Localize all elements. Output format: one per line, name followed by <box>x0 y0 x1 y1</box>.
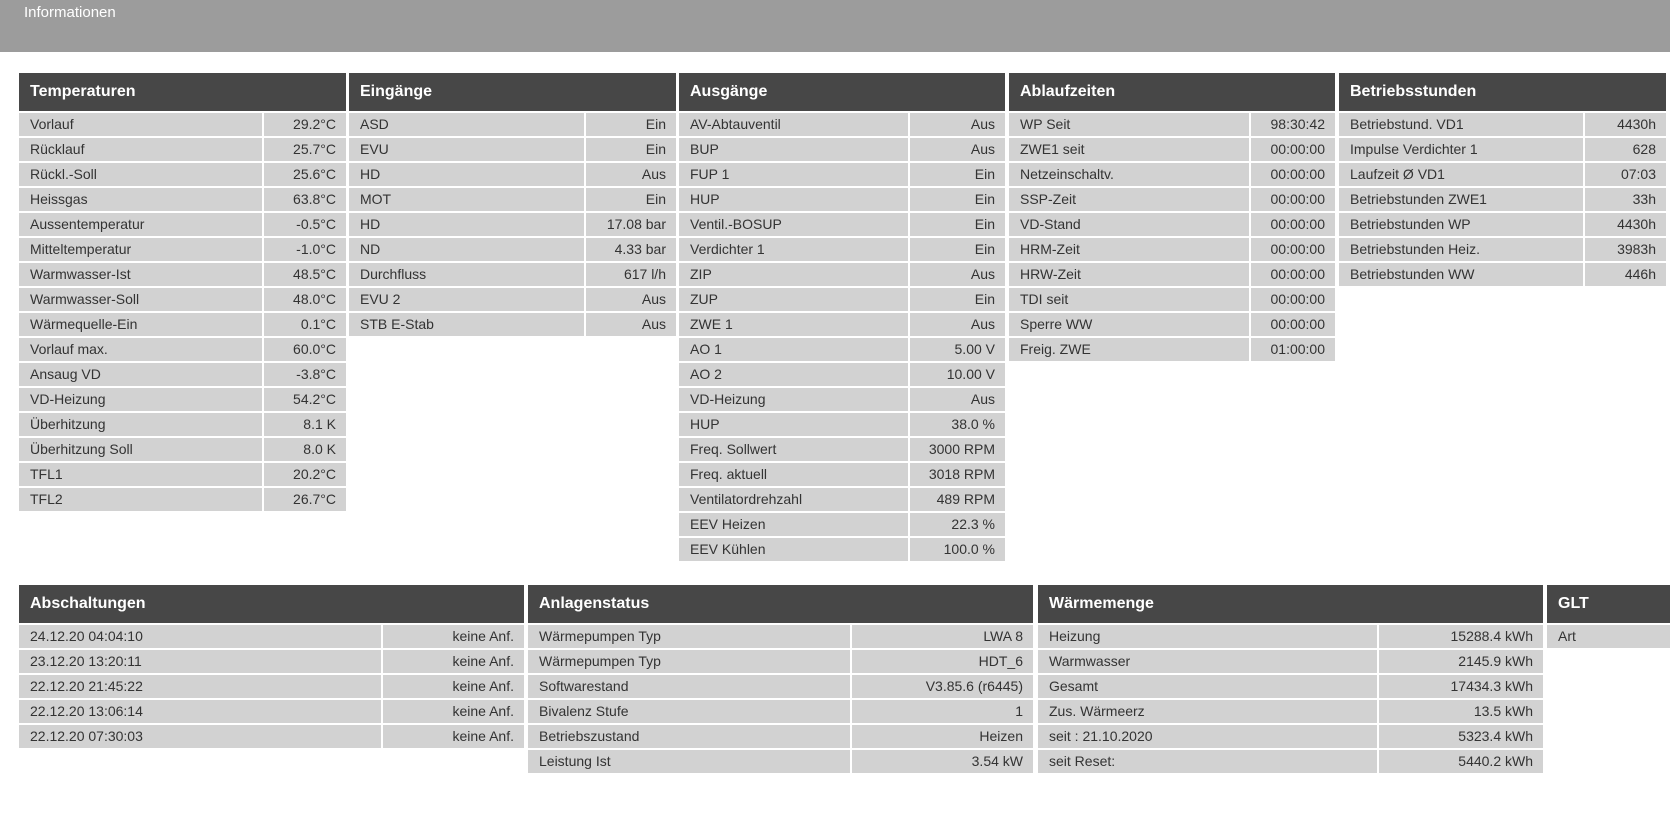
row-label: Ventilatordrehzahl <box>679 488 908 511</box>
row-value: -0.5°C <box>264 213 346 236</box>
row-label: BUP <box>679 138 908 161</box>
panel-anlagenstatus <box>528 585 1033 773</box>
page-title: Informationen <box>24 4 116 21</box>
row-label: Zus. Wärmeerz <box>1038 700 1377 723</box>
table-row <box>19 675 524 698</box>
row-label: Bivalenz Stufe <box>528 700 850 723</box>
row-value: Ein <box>586 188 676 211</box>
row-label: Rückl.-Soll <box>19 163 262 186</box>
table-row <box>1038 700 1543 723</box>
row-value: 00:00:00 <box>1251 213 1335 236</box>
table-row <box>679 213 1005 236</box>
row-label: Heissgas <box>19 188 262 211</box>
row-label: Betriebstunden Heiz. <box>1339 238 1583 261</box>
row-label: HRM-Zeit <box>1009 238 1249 261</box>
table-row <box>349 313 676 336</box>
table-row <box>1339 213 1666 236</box>
table-row <box>19 488 346 511</box>
panel-waermemenge <box>1038 585 1543 773</box>
row-value: 446h <box>1585 263 1666 286</box>
row-value: 100.0 % <box>910 538 1005 561</box>
row-value: 00:00:00 <box>1251 238 1335 261</box>
table-row <box>19 313 346 336</box>
row-label: Betriebstund. VD1 <box>1339 113 1583 136</box>
table-row <box>19 463 346 486</box>
row-label: FUP 1 <box>679 163 908 186</box>
row-label: 22.12.20 13:06:14 <box>19 700 381 723</box>
row-value: Aus <box>586 288 676 311</box>
row-value: Aus <box>910 263 1005 286</box>
panel-eingaenge <box>349 73 676 336</box>
row-value: Ein <box>910 163 1005 186</box>
table-row <box>19 388 346 411</box>
panel-abschaltungen <box>19 585 524 748</box>
row-label: 22.12.20 21:45:22 <box>19 675 381 698</box>
table-row <box>679 313 1005 336</box>
row-value: 4.33 bar <box>586 238 676 261</box>
row-label: Freq. Sollwert <box>679 438 908 461</box>
row-label: Ventil.-BOSUP <box>679 213 908 236</box>
table-row <box>19 163 346 186</box>
row-value: 48.5°C <box>264 263 346 286</box>
row-value: 3018 RPM <box>910 463 1005 486</box>
row-label: EVU <box>349 138 584 161</box>
row-value: 0.1°C <box>264 313 346 336</box>
table-row <box>1038 650 1543 673</box>
row-label: VD-Heizung <box>19 388 262 411</box>
row-label: TFL2 <box>19 488 262 511</box>
table-row <box>528 725 1033 748</box>
row-value: 07:03 <box>1585 163 1666 186</box>
panel-ablaufzeiten <box>1009 73 1335 361</box>
table-row <box>19 725 524 748</box>
row-label: Vorlauf <box>19 113 262 136</box>
row-label: seit : 21.10.2020 <box>1038 725 1377 748</box>
row-value: 5323.4 kWh <box>1379 725 1543 748</box>
table-row <box>679 388 1005 411</box>
row-label: Netzeinschaltv. <box>1009 163 1249 186</box>
row-label: seit Reset: <box>1038 750 1377 773</box>
row-label: Rücklauf <box>19 138 262 161</box>
table-row <box>679 338 1005 361</box>
table-row <box>679 488 1005 511</box>
row-label: HD <box>349 163 584 186</box>
row-label: Freq. aktuell <box>679 463 908 486</box>
row-value: 48.0°C <box>264 288 346 311</box>
row-value: 8.0 K <box>264 438 346 461</box>
row-label: Art <box>1547 625 1670 648</box>
table-row <box>679 163 1005 186</box>
row-value: 00:00:00 <box>1251 263 1335 286</box>
table-row <box>679 238 1005 261</box>
row-label: VD-Heizung <box>679 388 908 411</box>
row-label: 24.12.20 04:04:10 <box>19 625 381 648</box>
row-value: 13.5 kWh <box>1379 700 1543 723</box>
row-value: keine Anf. <box>383 675 524 698</box>
row-label: Wärmepumpen Typ <box>528 650 850 673</box>
table-row <box>19 213 346 236</box>
row-value: keine Anf. <box>383 700 524 723</box>
table-row <box>679 188 1005 211</box>
row-label: VD-Stand <box>1009 213 1249 236</box>
row-value: keine Anf. <box>383 625 524 648</box>
panel-betriebsstunden <box>1339 73 1666 286</box>
anlagenstatus-title: Anlagenstatus <box>528 585 1033 623</box>
row-label: Gesamt <box>1038 675 1377 698</box>
row-label: ASD <box>349 113 584 136</box>
row-label: AV-Abtauventil <box>679 113 908 136</box>
table-row <box>679 263 1005 286</box>
table-row <box>19 138 346 161</box>
table-row <box>1009 263 1335 286</box>
table-row <box>1339 188 1666 211</box>
row-value: Aus <box>910 388 1005 411</box>
row-value: 489 RPM <box>910 488 1005 511</box>
table-row <box>349 263 676 286</box>
row-value: 63.8°C <box>264 188 346 211</box>
table-row <box>679 463 1005 486</box>
table-row <box>679 363 1005 386</box>
row-value: 17.08 bar <box>586 213 676 236</box>
row-value: 617 l/h <box>586 263 676 286</box>
row-label: Leistung Ist <box>528 750 850 773</box>
row-value: LWA 8 <box>852 625 1033 648</box>
ablaufzeiten-title: Ablaufzeiten <box>1009 73 1335 111</box>
table-row <box>19 650 524 673</box>
table-row <box>1547 625 1670 648</box>
row-value: 29.2°C <box>264 113 346 136</box>
table-row <box>679 413 1005 436</box>
panel-temperaturen <box>19 73 346 511</box>
table-row <box>1009 238 1335 261</box>
table-row <box>679 438 1005 461</box>
row-value: 00:00:00 <box>1251 138 1335 161</box>
row-label: Aussentemperatur <box>19 213 262 236</box>
row-label: ZIP <box>679 263 908 286</box>
table-row <box>1038 725 1543 748</box>
row-label: Impulse Verdichter 1 <box>1339 138 1583 161</box>
row-value: Ein <box>586 138 676 161</box>
row-value: 628 <box>1585 138 1666 161</box>
row-label: Ansaug VD <box>19 363 262 386</box>
table-row <box>19 338 346 361</box>
row-value: 26.7°C <box>264 488 346 511</box>
table-row <box>19 238 346 261</box>
table-row <box>19 288 346 311</box>
row-label: TDI seit <box>1009 288 1249 311</box>
table-row <box>1339 163 1666 186</box>
table-row <box>1038 750 1543 773</box>
row-label: Verdichter 1 <box>679 238 908 261</box>
row-value: 00:00:00 <box>1251 163 1335 186</box>
table-row <box>1009 338 1335 361</box>
table-row <box>19 438 346 461</box>
row-label: Warmwasser-Ist <box>19 263 262 286</box>
row-label: SSP-Zeit <box>1009 188 1249 211</box>
row-value: Aus <box>910 138 1005 161</box>
table-row <box>528 625 1033 648</box>
row-label: Warmwasser-Soll <box>19 288 262 311</box>
table-row <box>349 188 676 211</box>
table-row <box>19 263 346 286</box>
row-value: Aus <box>586 313 676 336</box>
table-row <box>349 238 676 261</box>
row-value: 10.00 V <box>910 363 1005 386</box>
row-label: Mitteltemperatur <box>19 238 262 261</box>
row-value: 00:00:00 <box>1251 288 1335 311</box>
row-value: 3.54 kW <box>852 750 1033 773</box>
table-row <box>1009 288 1335 311</box>
row-label: HRW-Zeit <box>1009 263 1249 286</box>
row-label: AO 1 <box>679 338 908 361</box>
row-value: 22.3 % <box>910 513 1005 536</box>
row-label: EVU 2 <box>349 288 584 311</box>
row-value: 60.0°C <box>264 338 346 361</box>
row-label: Betriebstunden WP <box>1339 213 1583 236</box>
row-value: 00:00:00 <box>1251 313 1335 336</box>
row-value: 2145.9 kWh <box>1379 650 1543 673</box>
table-row <box>679 513 1005 536</box>
table-row <box>19 188 346 211</box>
table-row <box>679 538 1005 561</box>
row-value: 20.2°C <box>264 463 346 486</box>
row-label: Wärmepumpen Typ <box>528 625 850 648</box>
row-value: V3.85.6 (r6445) <box>852 675 1033 698</box>
row-label: HUP <box>679 413 908 436</box>
row-label: STB E-Stab <box>349 313 584 336</box>
table-row <box>528 750 1033 773</box>
panel-glt <box>1547 585 1670 648</box>
table-row <box>1038 675 1543 698</box>
table-row <box>528 675 1033 698</box>
table-row <box>19 363 346 386</box>
table-row <box>1009 113 1335 136</box>
table-row <box>1009 188 1335 211</box>
table-row <box>1339 138 1666 161</box>
table-row <box>528 700 1033 723</box>
row-value: 25.6°C <box>264 163 346 186</box>
row-value: 98:30:42 <box>1251 113 1335 136</box>
row-label: Heizung <box>1038 625 1377 648</box>
table-row <box>1009 163 1335 186</box>
table-row <box>19 700 524 723</box>
glt-title: GLT <box>1547 585 1670 623</box>
row-label: EEV Heizen <box>679 513 908 536</box>
row-label: Vorlauf max. <box>19 338 262 361</box>
row-value: Heizen <box>852 725 1033 748</box>
row-label: 22.12.20 07:30:03 <box>19 725 381 748</box>
panel-ausgaenge <box>679 73 1005 561</box>
row-label: TFL1 <box>19 463 262 486</box>
row-value: 38.0 % <box>910 413 1005 436</box>
row-value: 3000 RPM <box>910 438 1005 461</box>
table-row <box>349 138 676 161</box>
row-value: 54.2°C <box>264 388 346 411</box>
row-value: 5440.2 kWh <box>1379 750 1543 773</box>
ausgaenge-title: Ausgänge <box>679 73 1005 111</box>
row-label: AO 2 <box>679 363 908 386</box>
table-row <box>1009 138 1335 161</box>
table-row <box>1009 213 1335 236</box>
row-value: 15288.4 kWh <box>1379 625 1543 648</box>
row-value: Aus <box>910 113 1005 136</box>
row-value: 8.1 K <box>264 413 346 436</box>
row-value: Ein <box>586 113 676 136</box>
table-row <box>19 413 346 436</box>
row-label: Durchfluss <box>349 263 584 286</box>
row-value: 4430h <box>1585 113 1666 136</box>
row-label: MOT <box>349 188 584 211</box>
waermemenge-title: Wärmemenge <box>1038 585 1543 623</box>
row-label: Überhitzung <box>19 413 262 436</box>
table-row <box>528 650 1033 673</box>
row-label: ZWE 1 <box>679 313 908 336</box>
row-label: Freig. ZWE <box>1009 338 1249 361</box>
table-row <box>1038 625 1543 648</box>
row-label: ND <box>349 238 584 261</box>
row-label: Betriebstunden ZWE1 <box>1339 188 1583 211</box>
row-value: keine Anf. <box>383 725 524 748</box>
table-row <box>19 625 524 648</box>
row-value: 25.7°C <box>264 138 346 161</box>
row-value: 3983h <box>1585 238 1666 261</box>
row-value: HDT_6 <box>852 650 1033 673</box>
row-value: 1 <box>852 700 1033 723</box>
row-value: Aus <box>910 313 1005 336</box>
row-label: Warmwasser <box>1038 650 1377 673</box>
row-value: 33h <box>1585 188 1666 211</box>
row-value: 5.00 V <box>910 338 1005 361</box>
row-label: HUP <box>679 188 908 211</box>
row-label: Betriebstunden WW <box>1339 263 1583 286</box>
abschaltungen-title: Abschaltungen <box>19 585 524 623</box>
row-label: EEV Kühlen <box>679 538 908 561</box>
table-row <box>1339 113 1666 136</box>
table-row <box>349 288 676 311</box>
table-row <box>1009 313 1335 336</box>
row-value: 4430h <box>1585 213 1666 236</box>
temperaturen-title: Temperaturen <box>19 73 346 111</box>
row-label: ZWE1 seit <box>1009 138 1249 161</box>
row-value: 17434.3 kWh <box>1379 675 1543 698</box>
table-row <box>19 113 346 136</box>
row-value: -1.0°C <box>264 238 346 261</box>
row-label: Softwarestand <box>528 675 850 698</box>
row-label: Laufzeit Ø VD1 <box>1339 163 1583 186</box>
table-row <box>1339 238 1666 261</box>
row-value: Ein <box>910 188 1005 211</box>
row-label: HD <box>349 213 584 236</box>
row-value: Ein <box>910 238 1005 261</box>
row-value: 00:00:00 <box>1251 188 1335 211</box>
table-row <box>1339 263 1666 286</box>
row-label: WP Seit <box>1009 113 1249 136</box>
row-label: Wärmequelle-Ein <box>19 313 262 336</box>
row-label: 23.12.20 13:20:11 <box>19 650 381 673</box>
table-row <box>349 163 676 186</box>
row-label: Betriebszustand <box>528 725 850 748</box>
row-value: Aus <box>586 163 676 186</box>
row-label: Überhitzung Soll <box>19 438 262 461</box>
table-row <box>349 113 676 136</box>
table-row <box>679 138 1005 161</box>
table-row <box>349 213 676 236</box>
eingaenge-title: Eingänge <box>349 73 676 111</box>
row-value: keine Anf. <box>383 650 524 673</box>
row-value: -3.8°C <box>264 363 346 386</box>
table-row <box>679 113 1005 136</box>
row-label: ZUP <box>679 288 908 311</box>
row-label: Sperre WW <box>1009 313 1249 336</box>
row-value: Ein <box>910 213 1005 236</box>
row-value: 01:00:00 <box>1251 338 1335 361</box>
table-row <box>679 288 1005 311</box>
row-value: Ein <box>910 288 1005 311</box>
betriebsstunden-title: Betriebsstunden <box>1339 73 1666 111</box>
top-bar <box>0 0 1670 52</box>
